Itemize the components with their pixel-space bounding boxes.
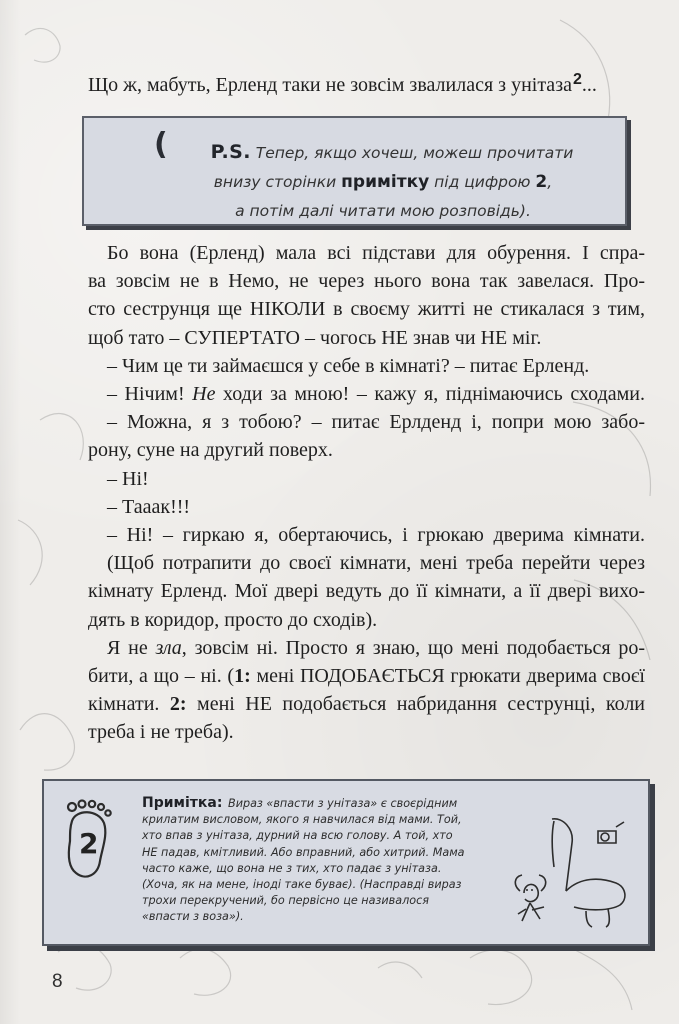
body-line-6-italic: Не: [192, 383, 216, 406]
body-line-18: треба і не треба).: [88, 721, 234, 744]
ps-line-2-mid: під цифрою: [434, 173, 531, 191]
body-line-9: – Ні!: [107, 467, 149, 490]
ps-line-2-prefix: внизу сторінки: [213, 173, 337, 191]
footnote-box: [42, 779, 650, 946]
body-line-16: [88, 662, 645, 690]
intro-line: [88, 71, 645, 101]
body-line-17-part-a: кімнати.: [88, 693, 160, 716]
footnote-line-3: хто впав з унітаза, дурний на всю голову. А той, хто: [142, 829, 453, 843]
body-line-17: [88, 690, 645, 718]
body-line-6: [88, 380, 645, 408]
ps-note-keyword: примітку: [341, 172, 430, 192]
footprint-icon: [62, 799, 116, 885]
footnote-line-8: «впасти з воза»).: [142, 910, 244, 924]
body-line-11: – Ні! – гиркаю я, обертаючись, і грюкаю дверима кімнати.: [107, 524, 645, 547]
intro-text: Що ж, мабуть, Ерленд таки не зовсім звалилася з унітаза: [88, 74, 572, 96]
body-line-14: дять в коридор, просто до сходів).: [88, 608, 378, 631]
footnote-line-2: крилатим висловом, якого я навчилася від мами. Той,: [142, 813, 462, 827]
story-text: [88, 239, 645, 747]
body-line-16-part-b: мені ПОДОБАЄТЬСЯ грюкати дверима своєї: [250, 665, 645, 688]
intro-ellipsis: ...: [581, 74, 597, 96]
footnote-marker: 2: [572, 71, 582, 88]
footnote-line-5: часто каже, що вона не з тих, хто падає з унітаза.: [142, 861, 442, 875]
footnote-line-4: НЕ падав, кмітливий. Або вправний, або хитрий. Мама: [142, 845, 465, 859]
ps-line-1-text: Тепер, якщо хочеш, можеш прочитати: [255, 144, 574, 162]
body-line-4: щоб тато – СУПЕРТАТО – чогось НЕ знав чи НЕ міг.: [88, 326, 542, 349]
body-line-13: кімнату Ерленд. Мої двері ведуть до її кімнати, а її двері вихо-: [88, 580, 645, 603]
footnote-title: Примітка:: [142, 795, 223, 811]
body-line-15-part-b: , зовсім ні. Просто я знаю, що мені подобається ро-: [181, 636, 646, 659]
body-line-3: сто сеструнця ще НІКОЛИ в своєму житті не стикалася з тим,: [88, 298, 645, 321]
body-line-2: ва зовсім не в Немо, не через нього вона так завелася. Про-: [88, 270, 645, 293]
footnote-line-6: (Хоча, як на мене, іноді таке буває). (Насправді вираз: [142, 878, 462, 892]
body-line-6-part-b: ходи за мною! – кажу я, піднімаючись сходами.: [223, 383, 646, 406]
footnote-line-1-text: Вираз «впасти з унітаза» є своєрідним: [228, 797, 458, 810]
ps-label: P.S.: [210, 141, 251, 163]
body-line-12: (Щоб потрапити до своєї кімнати, мені треба перейти через: [107, 552, 645, 575]
body-line-16-part-a: бити, а що – ні. (: [88, 665, 235, 688]
body-line-15-italic: зла: [155, 636, 182, 659]
footnote-line-7: трохи перекручений, бо первісно це називалося: [142, 894, 429, 908]
body-line-17-part-b: мені НЕ подобається набридання сеструнці, коли: [186, 693, 646, 716]
body-line-7: – Можна, я з тобою? – питає Ерлденд і, попри мою забо-: [107, 411, 645, 434]
ps-text: [156, 138, 610, 226]
body-line-15-part-a: Я не: [107, 636, 148, 659]
ps-note-number: 2: [535, 172, 548, 192]
ps-callout-box: [82, 116, 627, 226]
body-line-10: – Тааак!!!: [107, 495, 191, 518]
footnote-line-1: [142, 795, 526, 812]
body-line-1: Бо вона (Ерленд) мала всі підстави для обурення. І спра-: [107, 242, 645, 264]
footnote-text: [142, 795, 526, 926]
ps-line-1: [156, 138, 610, 168]
body-line-17-bold: 2:: [169, 693, 187, 716]
body-line-5: – Чим це ти займаєшся у себе в кімнаті? – питає Ерленд.: [107, 354, 590, 377]
body-line-8: рону, суне на другий поверх.: [88, 439, 333, 462]
toilet-girl-illustration: [496, 807, 646, 931]
ps-line-3: а потім далі читати мою розповідь).: [235, 202, 531, 220]
intro-paragraph: [88, 71, 645, 101]
footprint-number: 2: [79, 827, 99, 860]
ps-line-2: [156, 168, 610, 197]
ps-line-2-suffix: ,: [547, 173, 553, 191]
page-number: 8: [52, 971, 63, 992]
body-line-6-part-a: – Нічим!: [107, 383, 185, 406]
ps-open-paren: (: [154, 127, 168, 162]
body-line-16-bold: 1:: [234, 665, 251, 688]
body-line-15: [88, 634, 645, 662]
